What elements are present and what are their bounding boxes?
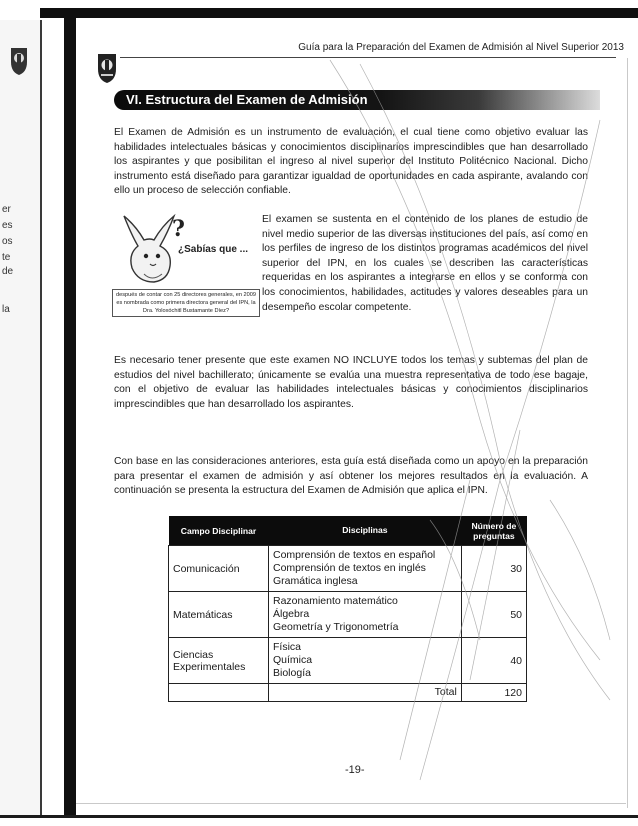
paragraph-intro: El Examen de Admisión es un instrumento de evaluación, el cual tiene como objetivo evaluar las habilidades intelectuales básicas y conocimientos disciplinarios imprescindibles que han desarrollado los aspirantes y que posibilitan el ingreso al nivel superior del Instituto Politécnico Nacional. Dicho instrumento está diseñado para garantizar igualdad de oportunidades en cada aspirante, avalando con ello un proceso de selección confiable. (114, 127, 588, 197)
total-label: Total (269, 684, 462, 702)
did-you-know-caption: después de contar con 25 directores generales, en 2009 es nombrada como primera directora general del IPN, la Dra. Yoloxóchitl Bustamante Díez? (112, 289, 260, 317)
left-page-edge (0, 20, 40, 815)
campo-cell: Matemáticas (169, 592, 269, 638)
left-margin-fragment: es (2, 220, 13, 231)
table-row (169, 638, 527, 684)
campo-cell: Ciencias Experimentales (169, 638, 269, 684)
numero-cell: 40 (461, 638, 526, 684)
paragraph-no-incluye: Es necesario tener presente que este examen NO INCLUYE todos los temas y subtemas del plan de estudios del nivel bachillerato; únicamente se evalúa una muestra representativa de todo ese bagaje, con el objetivo de evaluar las habilidades intelectuales básicas y conocimientos disciplinarios imprescindibles que han desarrollado los aspirantes. (114, 355, 588, 410)
ipn-seal-icon (95, 52, 119, 84)
disciplina-item: Razonamiento matemático (273, 595, 398, 607)
left-margin-fragment: os (2, 236, 13, 247)
disciplina-item: Química (273, 654, 313, 666)
header-disciplinas: Disciplinas (269, 516, 462, 546)
total-value: 120 (461, 684, 526, 702)
table-total-row (169, 684, 527, 702)
paragraph-sustento: El examen se sustenta en el contenido de los planes de estudio de nivel medio superior de las diversas instituciones del país, así como en los perfiles de ingreso de los distintos programas académicos del nivel superior del IPN, en los cuales se describen las características requeridas en los aspirantes a integrarse en ellos y se conforma con los conocimientos, habilidades, actitudes y valores deseables para un desempeño escolar competente. (262, 214, 588, 313)
left-margin-fragment: de (2, 266, 14, 277)
section-title: VI. Estructura del Examen de Admisión (126, 92, 368, 107)
disciplina-item: Geometría y Trigonometría (273, 621, 399, 633)
svg-text:?: ? (172, 216, 185, 242)
disciplina-item: Física (273, 641, 302, 653)
left-margin-fragment: la (2, 304, 10, 315)
disciplina-item: Comprensión de textos en inglés (273, 562, 426, 574)
guide-title: Guía para la Preparación del Examen de Admisión al Nivel Superior 2013 (298, 42, 624, 53)
disciplina-item: Gramática inglesa (273, 575, 358, 587)
disciplina-item: Biología (273, 667, 311, 679)
page-number: -19- (345, 764, 365, 776)
disciplinas-cell (269, 638, 462, 684)
disciplina-item: Álgebra (273, 608, 310, 620)
table-row (169, 546, 527, 592)
bottom-black-bar (0, 815, 638, 818)
left-margin-fragment: er (2, 204, 11, 215)
numero-cell: 50 (461, 592, 526, 638)
left-margin-fragment: te (2, 252, 11, 263)
disciplinas-cell (269, 592, 462, 638)
disciplinas-cell (269, 546, 462, 592)
did-you-know-heading: ¿Sabías que ... (178, 244, 249, 255)
top-black-bar (40, 8, 638, 18)
page-frame-bottom (76, 803, 626, 804)
paragraph-con-base: Con base en las consideraciones anteriores, esta guía está diseñada como un apoyo en la preparación para presentar el examen de admisión y así obtener los mejores resultados en la evaluación. A continuación se presenta la estructura del Examen de Admisión que aplica el IPN. (114, 456, 588, 497)
ipn-seal-icon (8, 46, 30, 76)
header-numero-preguntas: Número de preguntas (461, 516, 526, 546)
numero-cell: 30 (461, 546, 526, 592)
left-page-gutter-line (40, 20, 42, 815)
left-spine-bar (64, 18, 76, 815)
exam-structure-table (168, 516, 527, 702)
table-row (169, 592, 527, 638)
header-campo-disciplinar: Campo Disciplinar (169, 516, 269, 546)
table-header-row (169, 516, 527, 546)
disciplina-item: Comprensión de textos en español (273, 549, 436, 561)
page-frame-right (627, 58, 628, 808)
campo-cell: Comunicación (169, 546, 269, 592)
header-rule (120, 57, 616, 58)
